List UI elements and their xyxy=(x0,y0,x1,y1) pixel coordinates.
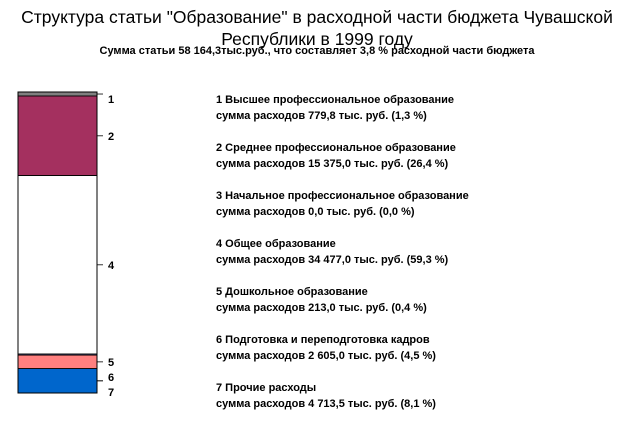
legend-name: 2 Среднее профессиональное образование xyxy=(216,140,469,156)
legend-item-3 xyxy=(216,188,469,236)
legend xyxy=(216,92,469,428)
chart-title: Структура статьи "Образование" в расходной части бюджета Чувашской Республики в 1999 году xyxy=(0,6,634,50)
segment-label-5: 5 xyxy=(108,357,114,369)
bar-segment-4 xyxy=(18,176,97,354)
legend-name: 4 Общее образование xyxy=(216,236,469,252)
legend-amount: сумма расходов 2 605,0 тыс. руб. (4,5 %) xyxy=(216,348,469,364)
bar-segment-1 xyxy=(18,92,97,96)
legend-name: 6 Подготовка и переподготовка кадров xyxy=(216,332,469,348)
legend-amount: сумма расходов 15 375,0 тыс. руб. (26,4 %) xyxy=(216,156,469,172)
segment-label-1: 1 xyxy=(108,94,114,106)
segment-label-6: 6 xyxy=(108,372,114,384)
segment-label-4: 4 xyxy=(108,260,115,272)
legend-amount: сумма расходов 779,8 тыс. руб. (1,3 %) xyxy=(216,108,469,124)
legend-amount: сумма расходов 0,0 тыс. руб. (0,0 %) xyxy=(216,204,469,220)
legend-name: 5 Дошкольное образование xyxy=(216,284,469,300)
segment-label-7: 7 xyxy=(108,387,114,399)
legend-item-4 xyxy=(216,236,469,284)
legend-amount: сумма расходов 213,0 тыс. руб. (0,4 %) xyxy=(216,300,469,316)
legend-item-5 xyxy=(216,284,469,332)
legend-item-6 xyxy=(216,332,469,380)
legend-name: 3 Начальное профессиональное образование xyxy=(216,188,469,204)
bar-segment-2 xyxy=(18,96,97,176)
legend-item-2 xyxy=(216,140,469,188)
bar-segment-7 xyxy=(18,369,97,393)
legend-name: 1 Высшее профессиональное образование xyxy=(216,92,469,108)
legend-name: 7 Прочие расходы xyxy=(216,380,469,396)
legend-amount: сумма расходов 4 713,5 тыс. руб. (8,1 %) xyxy=(216,396,469,412)
legend-item-1 xyxy=(216,92,469,140)
chart-subtitle: Сумма статьи 58 164,3тыс.руб., что составляет 3,8 % расходной части бюджета xyxy=(0,45,634,57)
segment-label-2: 2 xyxy=(108,131,114,143)
legend-item-7 xyxy=(216,380,469,428)
legend-amount: сумма расходов 34 477,0 тыс. руб. (59,3 %) xyxy=(216,252,469,268)
bar-segment-6 xyxy=(18,355,97,368)
